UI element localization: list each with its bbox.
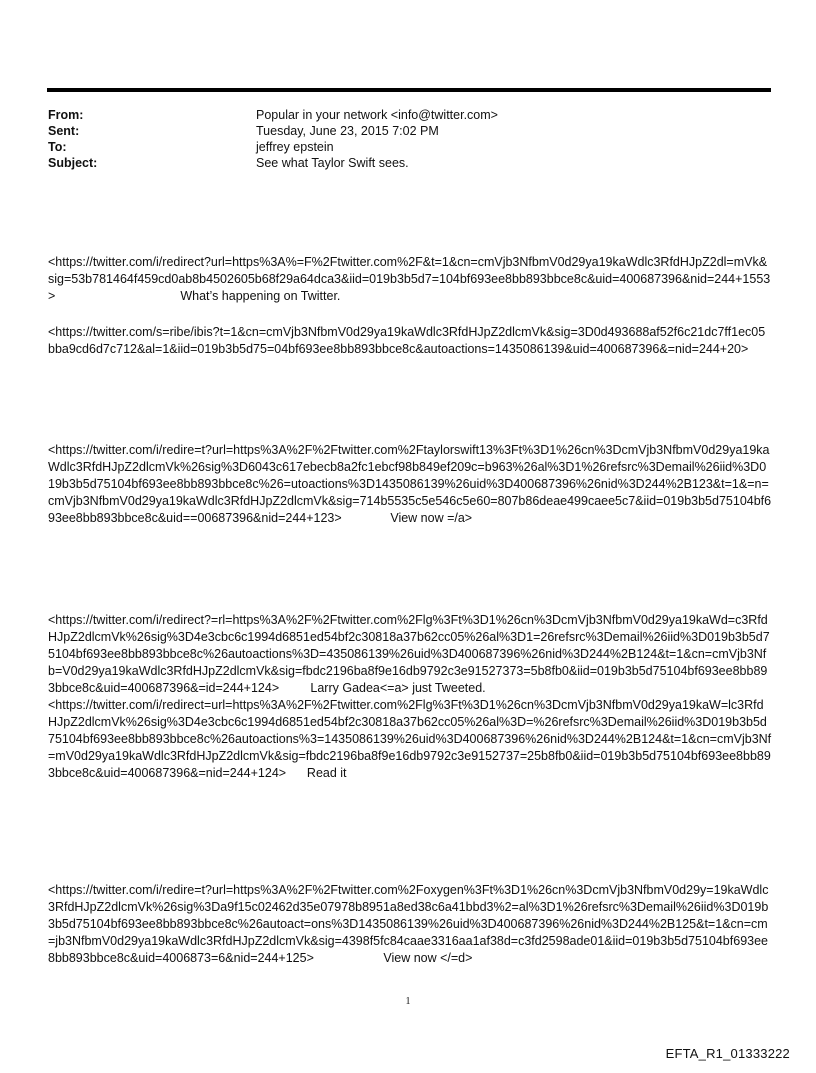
sent-value: Tuesday, June 23, 2015 7:02 PM <box>256 124 439 138</box>
sent-label: Sent: <box>48 124 80 138</box>
body-paragraph-2 <box>48 324 772 358</box>
view-now-link-2[interactable]: View now </=d> <box>383 951 473 965</box>
redirect-url-1: <https://twitter.com/i/redirect?url=https%3A%=F%2Ftwitter.com%2F&t=1&cn=cmVjb3NfbmV0d29ya19kaWdlc3RfdHJpZ2dl=mVk&sig=53b781464f459cd0ab8b4502605b68f29a64dca3&iid=019b3b5d7=104bf693ee8bb893bbce8c&uid=400687396&nid=244+1553> <box>48 255 771 303</box>
redirect-url-4b: <https://twitter.com/i/redirect=url=https%3A%2F%2Ftwitter.com%2Flg%3Ft%3D1%26cn%3DcmVjb3NfbmV0d29ya19kaW=lc3RfdHJpZ2dlcmVk%26sig%3D4e3cbc6c1994d6851ed54bf2c30818a37b62cc05%26al%3D=%26refsrc%3Demail%26iid%3D019b3b5d75104bf693ee8bb893bbce8c%26autoactions%3=1435086139%26uid%3D400687396%26nid%3D244%2B124&t=1&cn=cmVjb3Nf=mV0d29ya19kaWdlc3RfdHJpZ2dlcmVk&sig=fbdc2196ba8f9e16db9792c3e9152737=25b8fb0&iid=019b3b5d75104bf693ee8bb893bbce8c&uid=400687396&=nid=244+124> <box>48 698 772 780</box>
body-paragraph-1 <box>48 254 772 305</box>
page-number: 1 <box>405 996 411 1007</box>
from-value: Popular in your network <info@twitter.com> <box>256 108 498 122</box>
email-header <box>48 107 768 171</box>
view-now-link-1[interactable]: View now =/a> <box>390 511 473 525</box>
to-row <box>48 139 768 155</box>
larry-gadea-link[interactable]: Larry Gadea<=a> just Tweeted. <box>310 681 486 695</box>
header-rule <box>47 88 771 92</box>
subscribe-url: <https://twitter.com/s=ribe/ibis?t=1&cn=cmVjb3NfbmV0d29ya19kaWdlc3RfdHJpZ2dlcmVk&sig=3D0d493688af52f6c21dc7ff1ec05bba9cd6d7c712&al=1&iid=019b3b5d75=04bf693ee8bb893bbce8c&autoactions=1435086139&uid=400687396&=nid=244+20> <box>48 325 766 356</box>
sent-row <box>48 123 768 139</box>
from-label: From: <box>48 108 84 122</box>
body-paragraph-3 <box>48 442 772 527</box>
document-id: EFTA_R1_01333222 <box>665 1046 790 1061</box>
subject-row <box>48 155 768 171</box>
subject-label: Subject: <box>48 156 98 170</box>
redirect-url-3: <https://twitter.com/i/redire=t?url=https%3A%2F%2Ftwitter.com%2Ftaylorswift13%3Ft%3D1%26cn%3DcmVjb3NfbmV0d29ya19kaWdlc3RfdHJpZ2dlcmVk%26sig%3D6043c617ebecb8a2fc1ebcf98b849ef209c=b963%26al%3D1%26refsrc%3Demail%26iid%3D019b3b5d75104bf693ee8bb893bbce8c%26=utoactions%3D1435086139%26uid%3D400687396%26nid%3D244%2B123&t=1&=n=cmVjb3NfbmV0d29ya19kaWdlc3RfdHJpZ2dlcmVk&sig=714b5535c5e546c5e60=807b86deae499caee5c7&iid=019b3b5d75104bf693ee8bb893bbce8c&uid==00687396&nid=244+123> <box>48 443 772 525</box>
from-row <box>48 107 768 123</box>
redirect-url-4: <https://twitter.com/i/redirect?=rl=https%3A%2F%2Ftwitter.com%2Flg%3Ft%3D1%26cn%3DcmVjb3NfbmV0d29ya19kaWd=c3RfdHJpZ2dlcmVk%26sig%3D4e3cbc6c1994d6851ed54bf2c30818a37b62cc05%26al%3D1=26refsrc%3Demail%26iid%3D019b3b5d75104bf693ee8bb893bbce8c%26autoactions%3D=435086139%26uid%3D400687396%26nid%3D244%2B124&t=1&cn=cmVjb3Nfb=V0d29ya19kaWdlc3RfdHJpZ2dlcmVk&sig=fbdc2196ba8f9e16db9792c3e91527373=5b8fb0&iid=019b3b5d75104bf693ee8bb893bbce8c&uid=400687396&=id=244+124> <box>48 613 770 695</box>
read-it-link[interactable]: Read it <box>306 766 347 780</box>
body-paragraph-4 <box>48 612 772 782</box>
body-paragraph-5 <box>48 882 772 967</box>
whats-happening-link[interactable]: What’s happening on Twitter. <box>180 289 341 303</box>
to-label: To: <box>48 140 67 154</box>
redirect-url-5: <https://twitter.com/i/redire=t?url=https%3A%2F%2Ftwitter.com%2Foxygen%3Ft%3D1%26cn%3DcmVjb3NfbmV0d29y=19kaWdlc3RfdHJpZ2dlcmVk%26sig%3Da9f15c02462d35e07978b8951a8ed38c6a41bbd3%2=al%3D1%26refsrc%3Demail%26iid%3D019b3b5d75104bf693ee8bb893bbce8c%26autoact=ons%3D1435086139%26uid%3D400687396%26nid%3D244%2B125&t=1&cn=cm=jb3NfbmV0d29ya19kaWdlc3RfdHJpZ2dlcmVk&sig=4398f5fc84caae3316aa1af38d=c3fd2598ade01&iid=019b3b5d75104bf693ee8bb893bbce8c&uid=4006873=6&nid=244+125> <box>48 883 769 965</box>
to-value: jeffrey epstein <box>256 140 334 154</box>
subject-value: See what Taylor Swift sees. <box>256 156 409 170</box>
